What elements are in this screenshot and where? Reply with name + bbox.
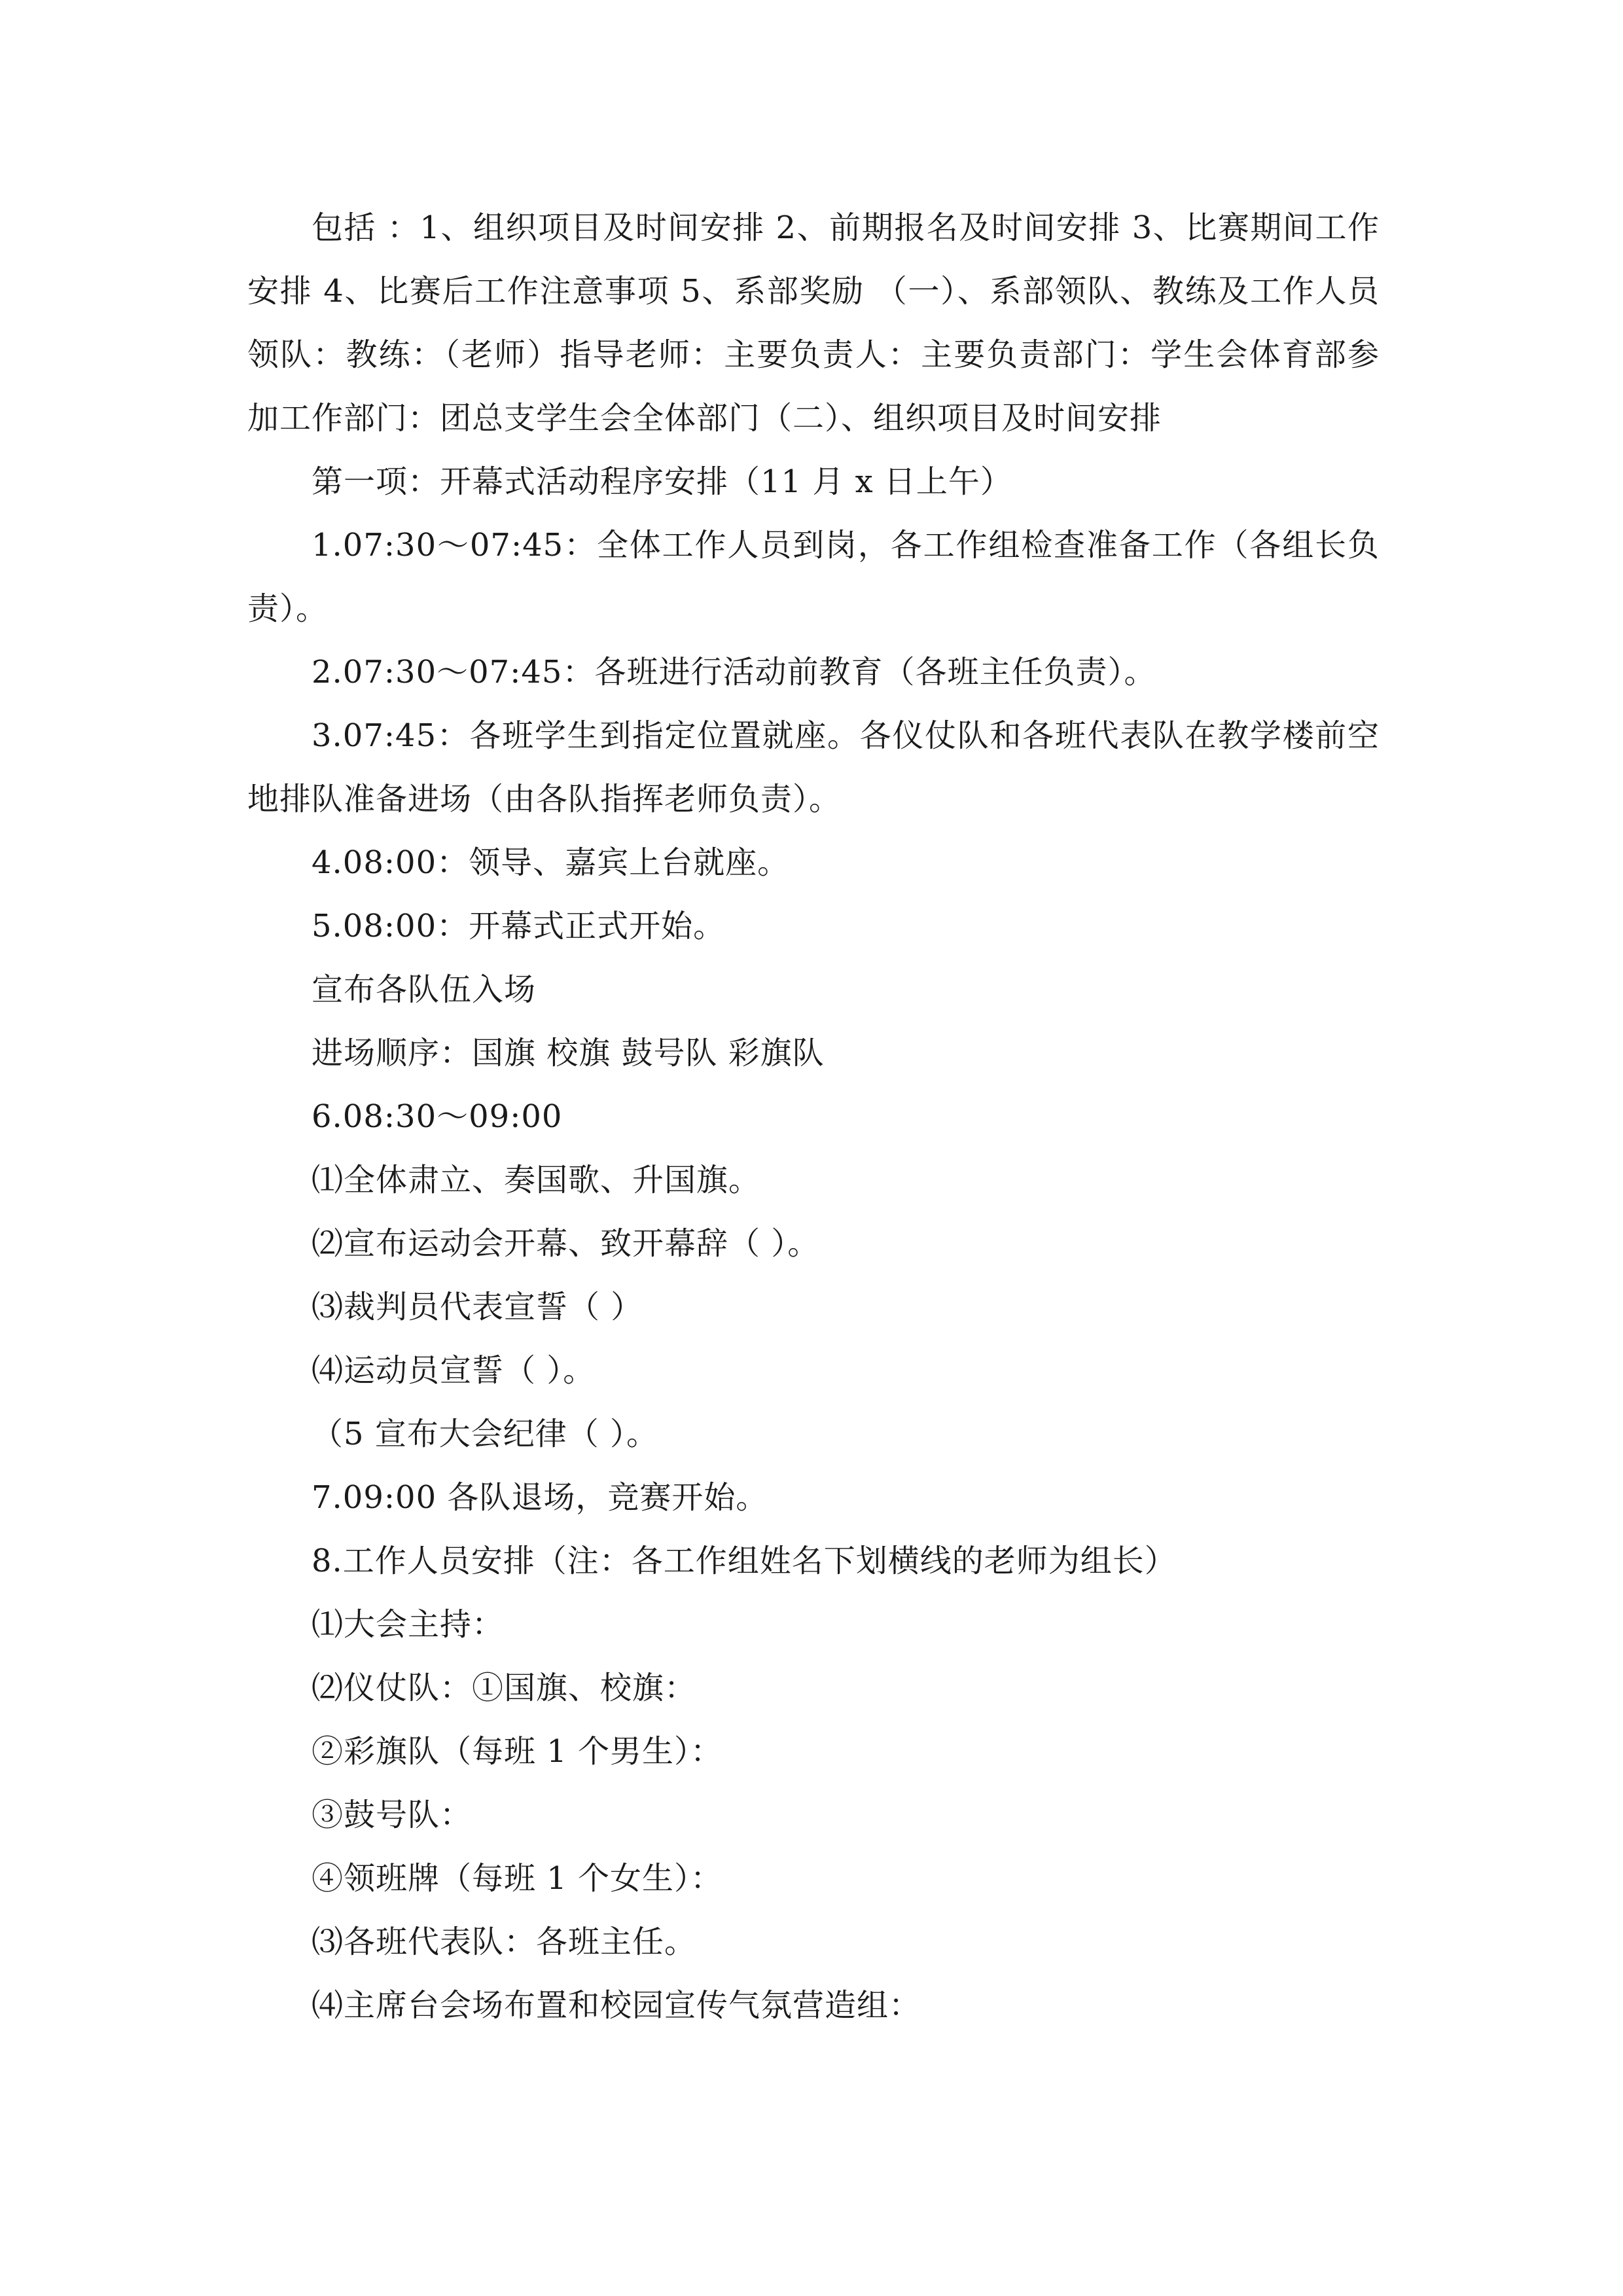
schedule-step-5: 5.08:00：开幕式正式开始。 — [312, 908, 726, 944]
schedule-step-6: 6.08:30～09:00 — [312, 1098, 563, 1135]
ceremony-item-5: （5 宣布大会纪律（ ）。 — [312, 1416, 659, 1452]
schedule-step-2: 2.07:30～07:45：各班进行活动前教育（各班主任负责）。 — [312, 654, 1156, 691]
ceremony-item-3: ⑶裁判员代表宣誓（ ） — [312, 1289, 643, 1325]
staff-item-4: ⑷主席台会场布置和校园宣传气氛营造组： — [312, 1987, 921, 2024]
schedule-step-1: 1.07:30～07:45：全体工作人员到岗，各工作组检查准备工作（各组长负责）。 — [247, 527, 1380, 627]
announce-entry-line: 宣布各队伍入场 — [312, 971, 537, 1008]
intro-paragraph: 包括 ：1、组织项目及时间安排 2、前期报名及时间安排 3、比赛期间工作安排 4、比赛后工作注意事项 5、系部奖励 （一）、系部领队、教练及工作人员 领队：教练：（老师）指导老师：主要负责人：主要负责部门：学生会体育部参加工作部门：团总支学生会全体部门（二）、组织项目及时间安排 — [247, 209, 1380, 437]
staff-item-2: ⑵仪仗队：①国旗、校旗： — [312, 1670, 697, 1706]
entry-order-line: 进场顺序：国旗 校旗 鼓号队 彩旗队 — [312, 1035, 825, 1071]
schedule-step-7: 7.09:00 各队退场，竞赛开始。 — [312, 1479, 768, 1516]
staff-subitem-3: ③鼓号队： — [312, 1797, 473, 1833]
document-body — [247, 196, 1380, 2037]
staff-item-3: ⑶各班代表队：各班主任。 — [312, 1924, 697, 1960]
ceremony-item-2: ⑵宣布运动会开幕、致开幕辞（ ）。 — [312, 1225, 820, 1262]
item-1-heading: 第一项：开幕式活动程序安排（11 月 x 日上午） — [312, 463, 1012, 500]
ceremony-item-1: ⑴全体肃立、奏国歌、升国旗。 — [312, 1162, 761, 1198]
schedule-step-4: 4.08:00：领导、嘉宾上台就座。 — [312, 844, 790, 881]
schedule-step-3: 3.07:45：各班学生到指定位置就座。各仪仗队和各班代表队在教学楼前空地排队准备进场（由各队指挥老师负责）。 — [247, 717, 1380, 817]
staff-item-1: ⑴大会主持： — [312, 1606, 505, 1643]
schedule-step-8: 8.工作人员安排（注：各工作组姓名下划横线的老师为组长） — [312, 1543, 1177, 1579]
ceremony-item-4: ⑷运动员宣誓（ ）。 — [312, 1352, 596, 1389]
staff-subitem-4: ④领班牌（每班 1 个女生）： — [312, 1860, 723, 1897]
staff-subitem-2: ②彩旗队（每班 1 个男生）： — [312, 1733, 723, 1770]
